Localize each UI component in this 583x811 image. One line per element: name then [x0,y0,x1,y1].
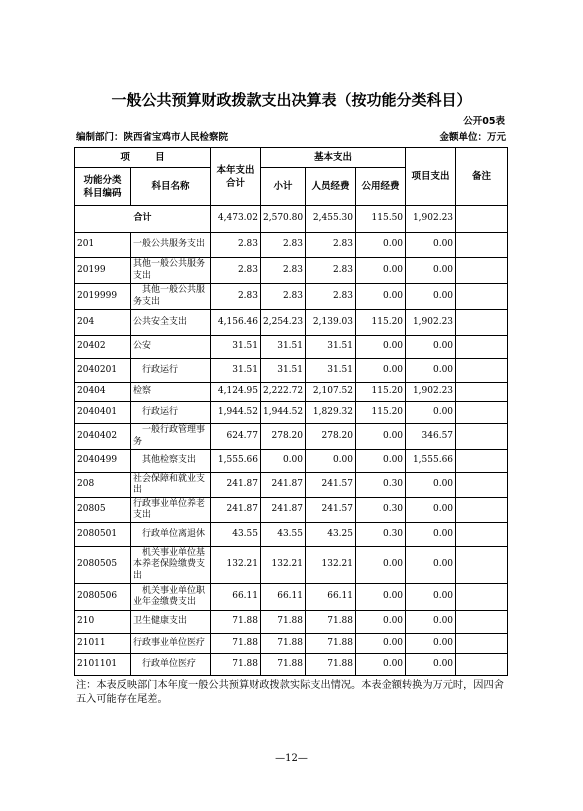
personnel-cell: 31.51 [306,359,356,383]
personnel-cell: 2.83 [306,258,356,284]
table-row [75,473,508,498]
code-cell: 2040402 [75,424,131,450]
total-cell: 241.87 [211,473,261,498]
code-cell: 20402 [75,336,131,359]
name-cell: 行政事业单位医疗 [131,634,211,654]
total-header [211,148,261,206]
subtotal-cell: 2,222.72 [261,383,306,402]
amount-unit: 金额单位：万元 [439,132,506,143]
subtotal-header: 小计 [261,168,306,206]
code-header [75,168,131,206]
table-row [75,584,508,611]
total-label: 合计 [75,206,211,233]
table-row [75,402,508,424]
table-row [75,233,508,258]
code-cell: 204 [75,310,131,336]
name-cell: 行政单位离退休 [131,523,211,547]
remark-header: 备注 [456,148,508,206]
public-cell: 115.20 [356,310,406,336]
name-cell: 一般行政管理事务 [131,424,211,450]
remark-cell [456,523,508,547]
code-cell: 2040401 [75,402,131,424]
total-cell: 2.83 [211,284,261,310]
total-row [75,206,508,233]
project-cell: 0.00 [406,611,456,634]
total-cell: 624.77 [211,424,261,450]
public-cell: 0.00 [356,611,406,634]
personnel-cell: 71.88 [306,611,356,634]
total-cell: 1,555.66 [211,450,261,473]
public-cell: 0.00 [356,654,406,676]
project-cell: 0.00 [406,336,456,359]
public-cell: 0.30 [356,523,406,547]
code-cell: 2040201 [75,359,131,383]
item-header: 项 目 [75,148,211,168]
code-cell: 2080505 [75,547,131,584]
project-cell: 0.00 [406,584,456,611]
total-cell: 132.21 [211,547,261,584]
table-row [75,383,508,402]
project-expenditure-header: 项目支出 [406,148,456,206]
project-cell: 0.00 [406,402,456,424]
code-cell: 210 [75,611,131,634]
page-number: —12— [275,753,308,764]
subtotal-cell: 278.20 [261,424,306,450]
project-cell: 0.00 [406,654,456,676]
table-row [75,523,508,547]
name-cell: 机关事业单位职业年金缴费支出 [131,584,211,611]
total-cell: 241.87 [211,498,261,523]
remark-cell [456,584,508,611]
project-cell: 0.00 [406,233,456,258]
total-cell: 43.55 [211,523,261,547]
public-cell: 0.00 [356,584,406,611]
subtotal-cell: 2,254.23 [261,310,306,336]
total-cell: 2.83 [211,258,261,284]
remark-cell [456,310,508,336]
remark-cell [456,206,508,233]
project-cell: 346.57 [406,424,456,450]
subtotal-cell: 31.51 [261,359,306,383]
project-cell: 0.00 [406,284,456,310]
remark-cell [456,634,508,654]
project-cell: 1,902.23 [406,206,456,233]
public-cell: 0.30 [356,498,406,523]
personnel-cell: 241.57 [306,473,356,498]
total-cell: 4,473.02 [211,206,261,233]
personnel-cell: 2,139.03 [306,310,356,336]
project-cell: 1,555.66 [406,450,456,473]
total-cell: 31.51 [211,336,261,359]
code-cell: 208 [75,473,131,498]
name-cell: 卫生健康支出 [131,611,211,634]
name-cell: 社会保障和就业支出 [131,473,211,498]
total-cell: 71.88 [211,634,261,654]
table-row [75,284,508,310]
subtotal-cell: 31.51 [261,336,306,359]
personnel-cell: 71.88 [306,654,356,676]
subtotal-cell: 241.87 [261,498,306,523]
remark-cell [456,450,508,473]
subtotal-cell: 71.88 [261,611,306,634]
code-cell: 2101101 [75,654,131,676]
table-header [75,148,508,206]
public-cell: 115.20 [356,402,406,424]
table-row [75,336,508,359]
public-cell: 0.30 [356,473,406,498]
name-cell: 其他一般公共服务支出 [131,258,211,284]
remark-cell [456,233,508,258]
remark-cell [456,284,508,310]
personnel-cell: 132.21 [306,547,356,584]
personnel-cell: 66.11 [306,584,356,611]
subtotal-cell: 2.83 [261,258,306,284]
remark-cell [456,258,508,284]
project-cell: 0.00 [406,258,456,284]
total-cell: 31.51 [211,359,261,383]
code-cell: 21011 [75,634,131,654]
name-cell: 其他一般公共服务支出 [131,284,211,310]
subtotal-cell: 241.87 [261,473,306,498]
personnel-cell: 2,455.30 [306,206,356,233]
subtotal-cell: 43.55 [261,523,306,547]
remark-cell [456,383,508,402]
table-body [75,206,508,676]
project-cell: 1,902.23 [406,383,456,402]
basic-expenditure-header: 基本支出 [261,148,406,168]
name-cell: 检察 [131,383,211,402]
total-cell: 71.88 [211,611,261,634]
footnote: 注：本表反映部门本年度一般公共预算财政拨款实际支出情况。本表金额转换为万元时，因四舍五入可能存在尾差。 [76,680,504,705]
public-cell: 0.00 [356,336,406,359]
code-cell: 20199 [75,258,131,284]
name-cell: 其他检察支出 [131,450,211,473]
subtotal-cell: 2.83 [261,284,306,310]
public-cell: 115.20 [356,383,406,402]
name-cell: 公共安全支出 [131,310,211,336]
public-cell: 0.00 [356,634,406,654]
table-row [75,310,508,336]
public-header: 公用经费 [356,168,406,206]
name-cell: 公安 [131,336,211,359]
table-row [75,359,508,383]
personnel-cell: 1,829.32 [306,402,356,424]
total-cell: 66.11 [211,584,261,611]
public-cell: 0.00 [356,258,406,284]
remark-cell [456,654,508,676]
public-cell: 0.00 [356,284,406,310]
table-number: 公开05表 [463,116,505,127]
total-cell: 71.88 [211,654,261,676]
header-row [75,148,508,168]
code-cell: 2019999 [75,284,131,310]
public-cell: 115.50 [356,206,406,233]
code-cell: 2040499 [75,450,131,473]
total-cell: 4,156.46 [211,310,261,336]
public-cell: 0.00 [356,233,406,258]
project-cell: 1,902.23 [406,310,456,336]
subtotal-cell: 132.21 [261,547,306,584]
code-cell: 20805 [75,498,131,523]
personnel-header: 人员经费 [306,168,356,206]
personnel-cell: 2.83 [306,284,356,310]
remark-cell [456,611,508,634]
code-header-label: 功能分类科目编码 [83,174,122,199]
name-header: 科目名称 [131,168,211,206]
code-cell: 2080506 [75,584,131,611]
name-cell: 一般公共服务支出 [131,233,211,258]
remark-cell [456,547,508,584]
personnel-cell: 31.51 [306,336,356,359]
personnel-cell: 2,107.52 [306,383,356,402]
subtotal-cell: 71.88 [261,634,306,654]
compiling-department: 编制部门：陕西省宝鸡市人民检察院 [76,132,229,143]
personnel-cell: 43.25 [306,523,356,547]
personnel-cell: 71.88 [306,634,356,654]
code-cell: 2080501 [75,523,131,547]
table-row [75,654,508,676]
personnel-cell: 0.00 [306,450,356,473]
total-cell: 1,944.52 [211,402,261,424]
public-cell: 0.00 [356,424,406,450]
remark-cell [456,424,508,450]
project-cell: 0.00 [406,359,456,383]
table-row [75,634,508,654]
total-cell: 2.83 [211,233,261,258]
table-row [75,611,508,634]
project-cell: 0.00 [406,498,456,523]
name-cell: 机关事业单位基本养老保险缴费支出 [131,547,211,584]
subtotal-cell: 2,570.80 [261,206,306,233]
total-cell: 4,124.95 [211,383,261,402]
remark-cell [456,402,508,424]
table-row [75,424,508,450]
subtotal-cell: 0.00 [261,450,306,473]
project-cell: 0.00 [406,547,456,584]
subtotal-cell: 2.83 [261,233,306,258]
remark-cell [456,473,508,498]
personnel-cell: 241.57 [306,498,356,523]
project-cell: 0.00 [406,523,456,547]
name-cell: 行政单位医疗 [131,654,211,676]
public-cell: 0.00 [356,359,406,383]
subtotal-cell: 71.88 [261,654,306,676]
project-cell: 0.00 [406,473,456,498]
subtotal-cell: 66.11 [261,584,306,611]
code-cell: 201 [75,233,131,258]
table-row [75,547,508,584]
personnel-cell: 2.83 [306,233,356,258]
project-cell: 0.00 [406,634,456,654]
total-header-label: 本年支出合计 [216,164,255,189]
code-cell: 20404 [75,383,131,402]
name-cell: 行政运行 [131,359,211,383]
remark-cell [456,336,508,359]
remark-cell [456,498,508,523]
name-cell: 行政运行 [131,402,211,424]
table-row [75,450,508,473]
public-cell: 0.00 [356,547,406,584]
page-title: 一般公共预算财政拨款支出决算表（按功能分类科目） [111,91,472,109]
public-cell: 0.00 [356,450,406,473]
personnel-cell: 278.20 [306,424,356,450]
name-cell: 行政事业单位养老支出 [131,498,211,523]
remark-cell [456,359,508,383]
expenditure-table [74,147,508,676]
subtotal-cell: 1,944.52 [261,402,306,424]
table-row [75,258,508,284]
table-row [75,498,508,523]
